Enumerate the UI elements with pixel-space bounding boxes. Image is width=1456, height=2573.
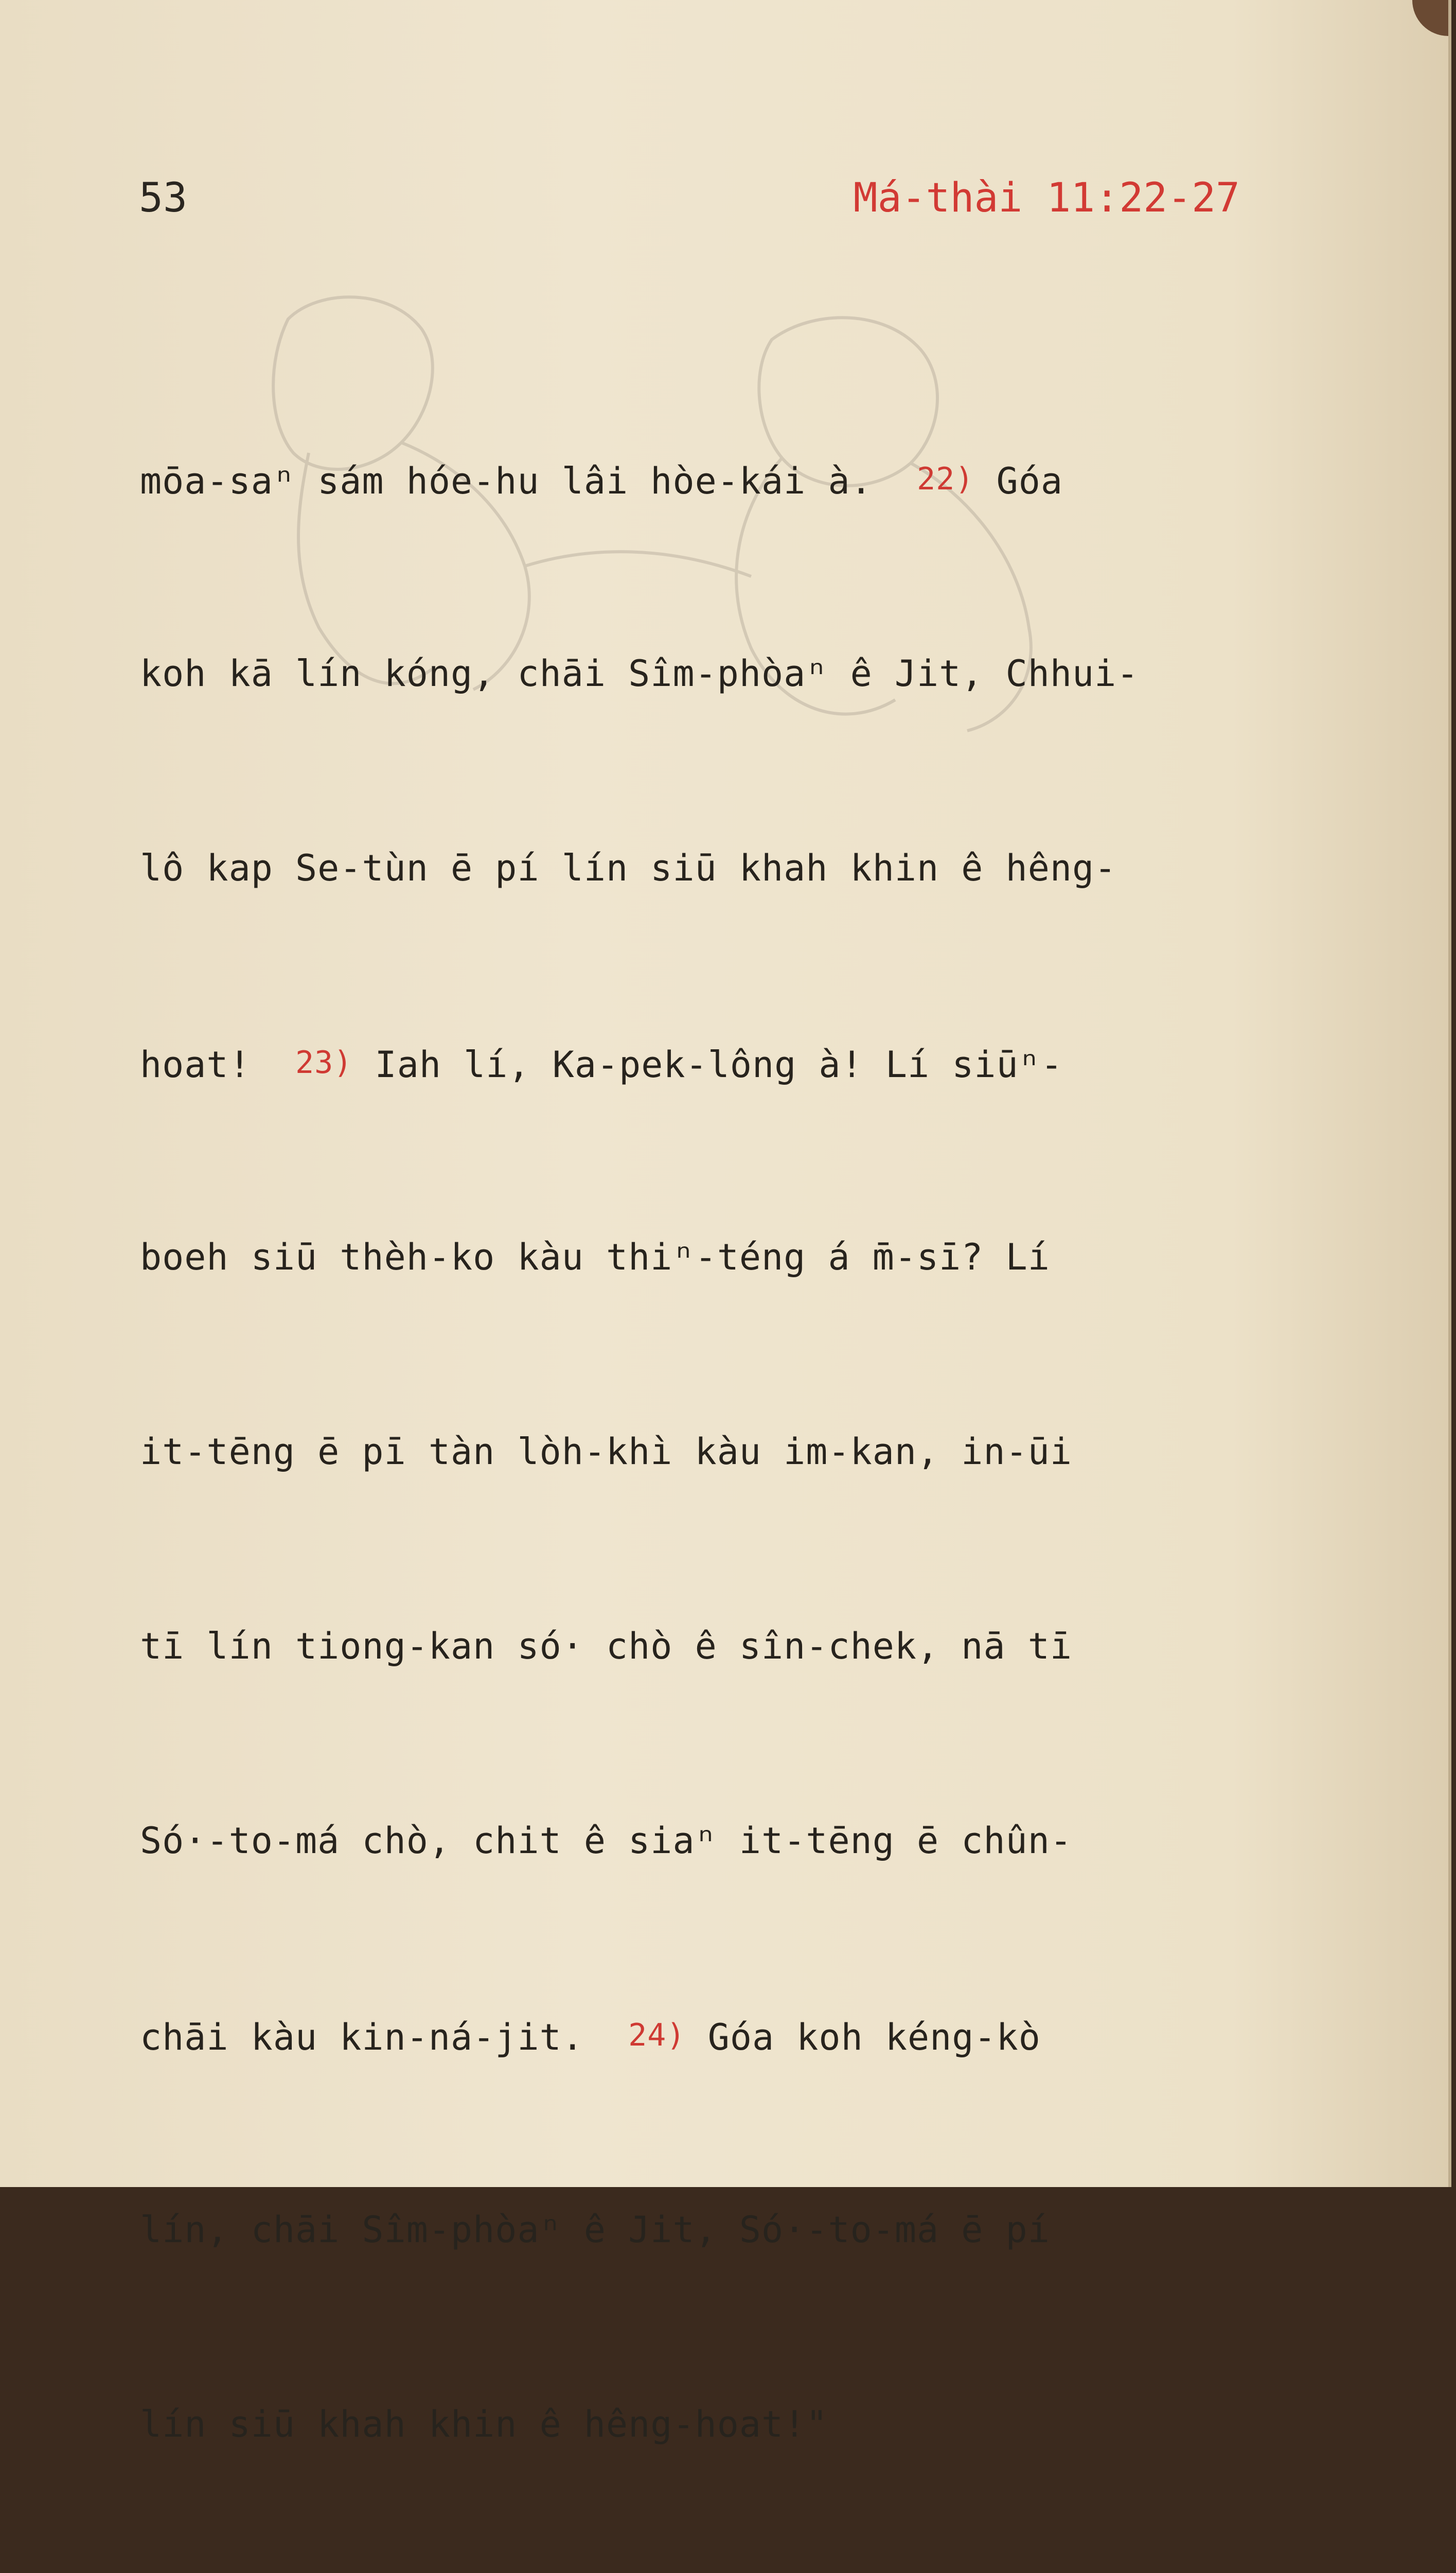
text-line: lô kap Se-tùn ē pí lín siū khah khin ê hêng- — [140, 847, 1117, 889]
page-header — [139, 175, 1240, 237]
verse-number: 24) — [628, 2017, 686, 2053]
text-line: hoat! 23) Iah lí, Ka-pek-lông à! Lí siūⁿ- — [140, 1044, 1063, 1086]
text-line: chāi kàu kin-ná-jit. 24) Góa koh kéng-kò — [140, 2016, 1041, 2058]
text-line: lín, chāi Sîm-phòaⁿ ê Jit, Só·-to-má ē pí — [140, 2209, 1050, 2251]
verse-number: 22) — [917, 461, 974, 497]
text-line: lín siū khah khin ê hêng-hoat!" — [140, 2403, 828, 2445]
body-text — [140, 252, 1323, 2573]
text-line: koh kā lín kóng, chāi Sîm-phòaⁿ ê Jit, Chhui- — [140, 653, 1139, 695]
text-line: it-tēng ē pī tàn lòh-khì kàu im-kan, in-ūi — [140, 1431, 1073, 1473]
text-line: tī lín tiong-kan só· chò ê sîn-chek, nā tī — [140, 1625, 1073, 1667]
page-corner — [1412, 0, 1448, 36]
page-number: 53 — [139, 175, 187, 221]
running-head: Má-thài 11:22-27 — [853, 175, 1240, 221]
text-line: boeh siū thèh-ko kàu thiⁿ-téng á m̄-sī? Lí — [140, 1236, 1050, 1278]
text-line: mōa-saⁿ sám hóe-hu lâi hòe-kái à. 22) Góa — [140, 460, 1063, 502]
verse-number: 23) — [295, 1045, 353, 1081]
text-line: Só·-to-má chò, chit ê siaⁿ it-tēng ē chûn- — [140, 1820, 1073, 1862]
